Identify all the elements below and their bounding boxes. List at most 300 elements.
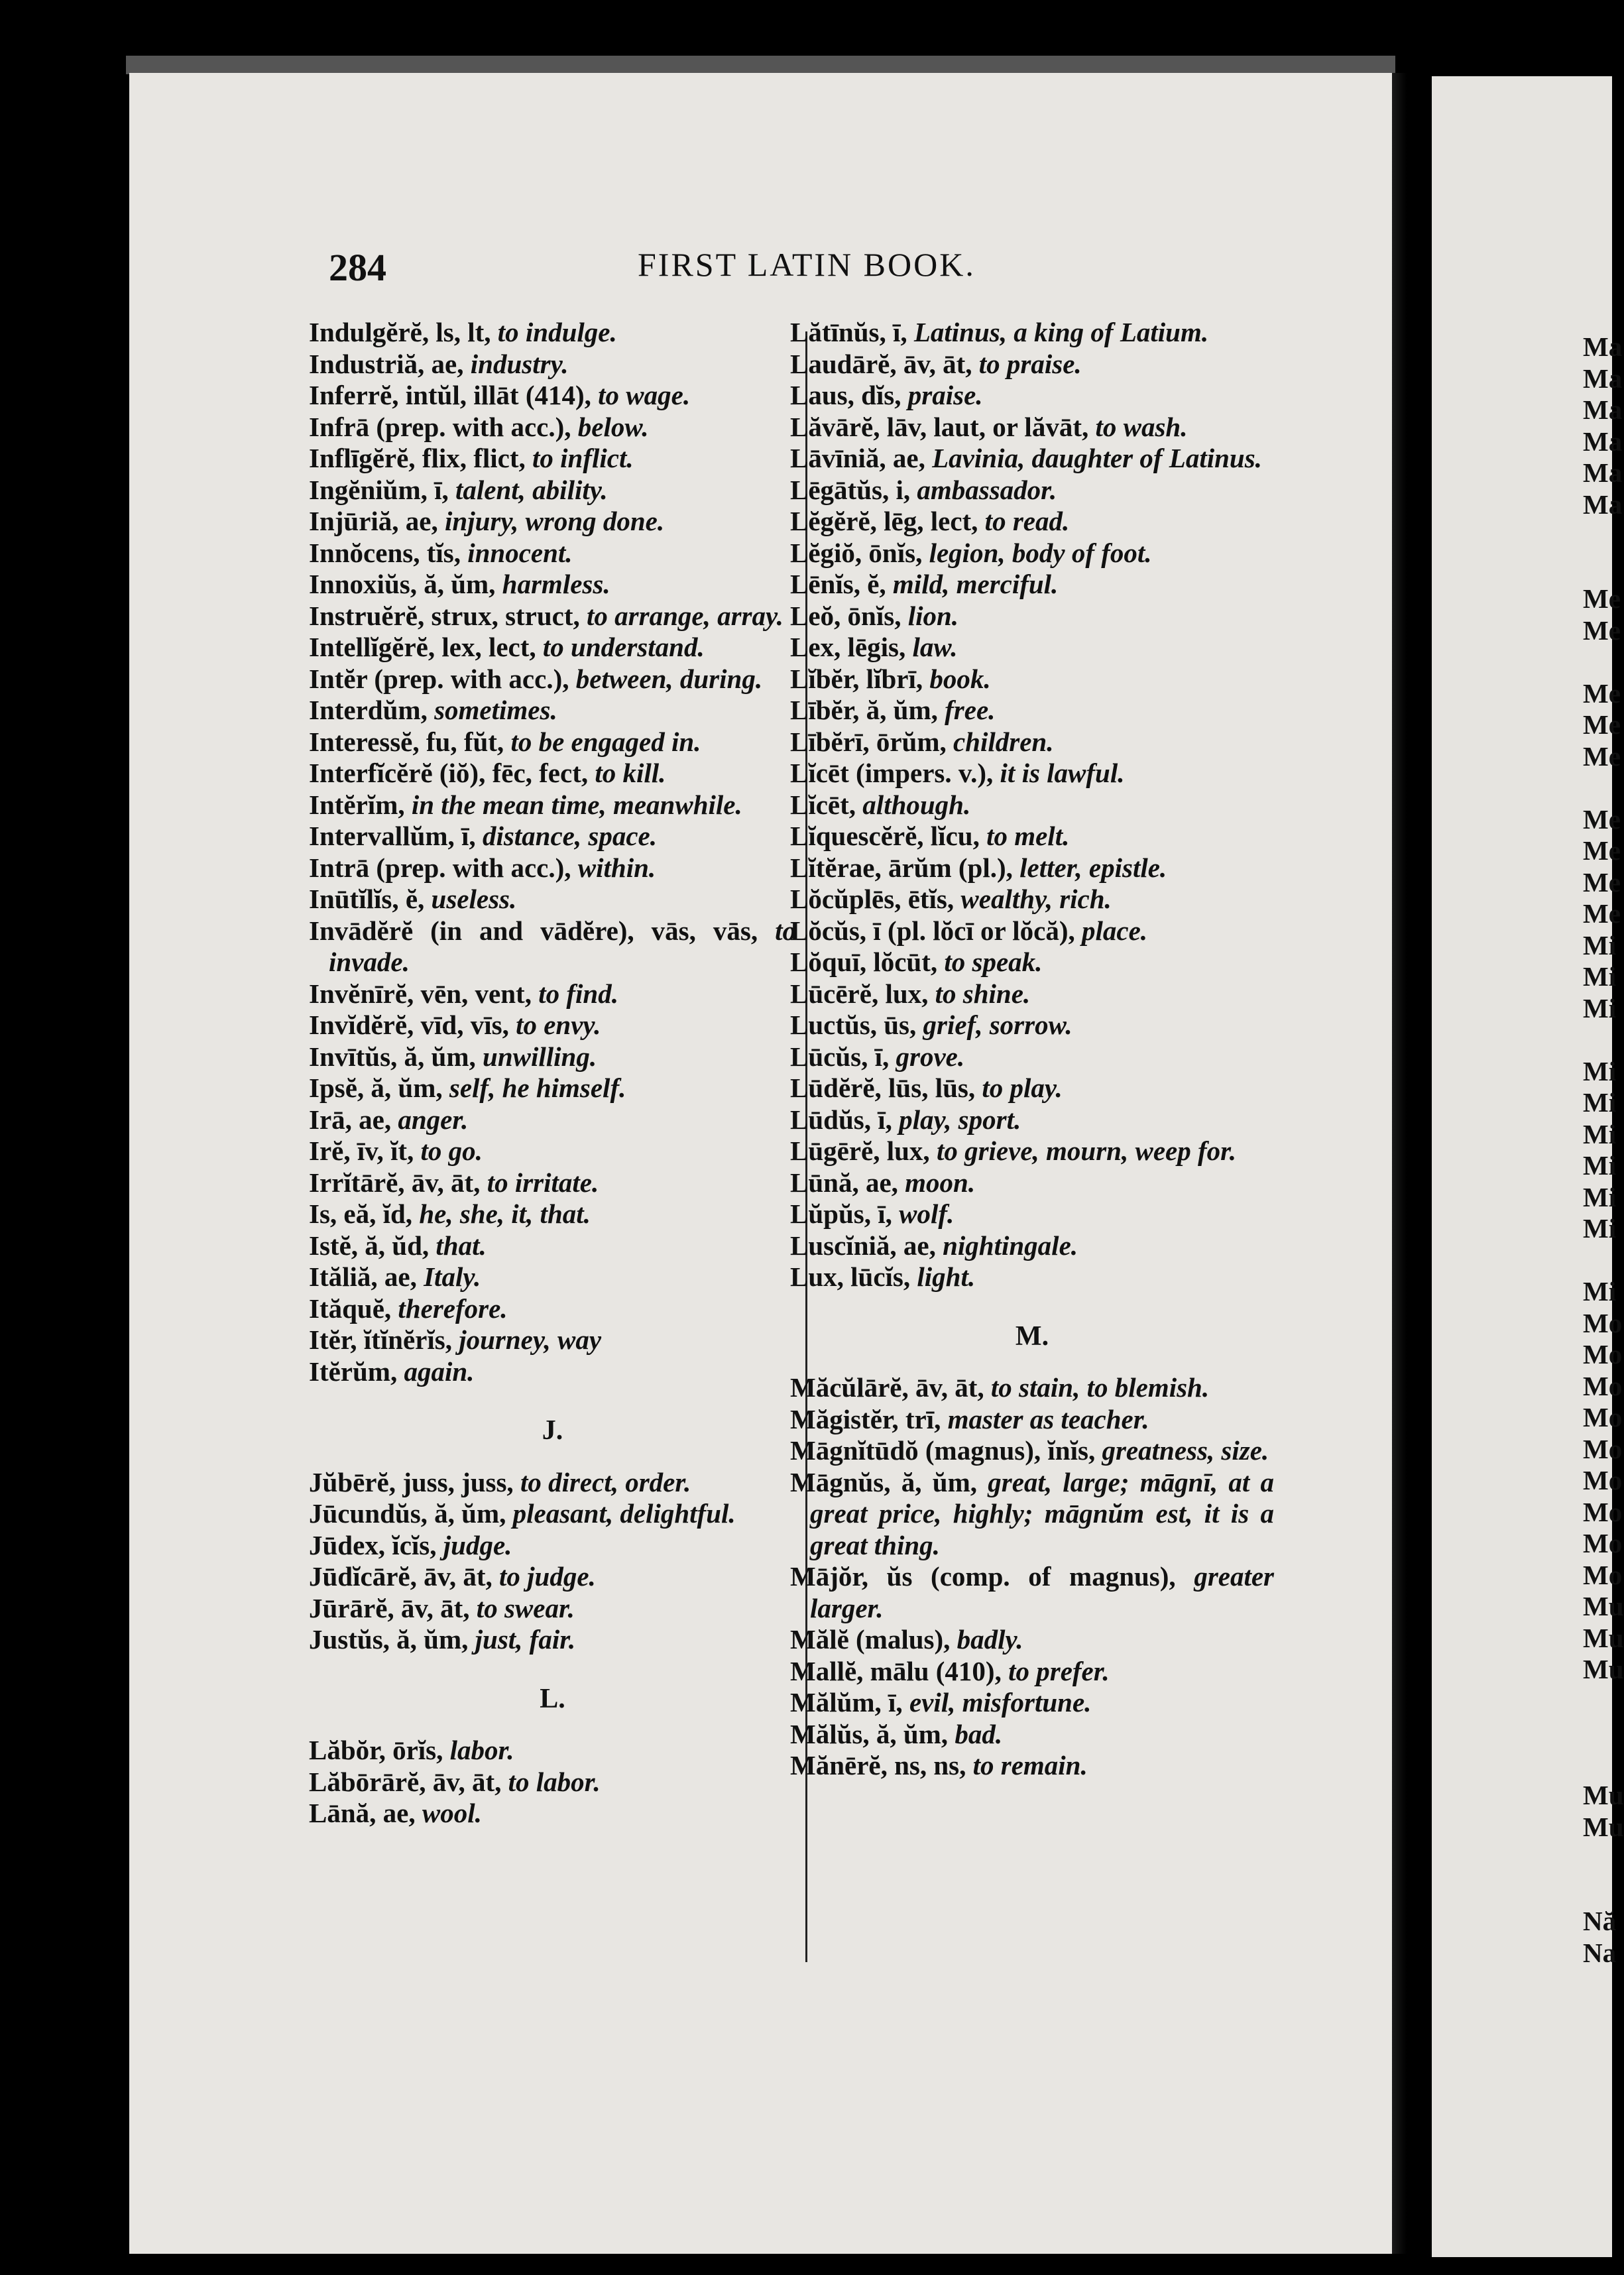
glossary-entry: [790, 1750, 1274, 1782]
headword: Laudārĕ, āv, āt,: [790, 348, 972, 379]
headword: Mălŭs, ă, ŭm,: [790, 1718, 949, 1749]
section-letter: L.: [540, 1683, 565, 1714]
glossary-entry: [309, 1073, 796, 1104]
definition: to shine.: [935, 978, 1031, 1009]
glossary-entry: [790, 1136, 1274, 1167]
next-page-fragment: [1583, 1686, 1624, 1718]
glossary-entry: [309, 1767, 796, 1798]
headword: Mājŏr, ŭs (comp. of magnus),: [790, 1561, 1176, 1592]
next-page-fragment: Mi: [1583, 961, 1617, 992]
headword: Lex, lēgis,: [790, 632, 906, 662]
headword: Jūdex, ĭcĭs,: [309, 1529, 437, 1560]
definition: to direct, order.: [520, 1466, 691, 1497]
next-page-fragment: Ma: [1583, 426, 1623, 457]
next-page-fragment: Me: [1583, 614, 1621, 646]
headword: Lĕgĕrĕ, lēg, lect,: [790, 506, 978, 536]
headword: Irrĭtārĕ, āv, āt,: [309, 1167, 481, 1198]
headword: Lux, lūcĭs,: [790, 1261, 911, 1292]
glossary-entry: [790, 1372, 1274, 1404]
next-page-fragment: Mo: [1583, 1528, 1623, 1558]
glossary-entry: [309, 317, 796, 349]
headword: Lăbŏr, ōrĭs,: [309, 1735, 443, 1765]
next-page-fragment: Na: [1583, 1937, 1617, 1968]
glossary-entry: [309, 1561, 796, 1593]
definition: to prefer.: [1008, 1655, 1110, 1686]
glossary-entry: [790, 821, 1274, 852]
headword: Jŭbērĕ, juss, juss,: [309, 1466, 514, 1497]
gutter-shadow: [1392, 73, 1407, 2254]
glossary-entry: [790, 569, 1274, 601]
definition: master as teacher.: [947, 1403, 1149, 1434]
next-page-fragment: Mi: [1583, 1150, 1617, 1181]
definition: to grieve, mourn, weep for.: [936, 1136, 1237, 1166]
glossary-entry: [790, 475, 1274, 506]
glossary-entry: [790, 1561, 1274, 1624]
glossary-entry: [790, 978, 1274, 1010]
headword: Lŏquī, lŏcūt,: [790, 947, 938, 977]
next-page-fragment: Mi: [1583, 1118, 1617, 1149]
definition: place.: [1081, 915, 1148, 946]
definition: to stain, to blemish.: [990, 1372, 1210, 1403]
glossary-entry: [309, 884, 796, 915]
definition: labor.: [449, 1735, 514, 1765]
glossary-entry: [309, 727, 796, 758]
glossary-column-right: [790, 317, 1274, 1782]
glossary-entry: [309, 789, 796, 821]
next-page-fragment: Me: [1583, 677, 1621, 709]
definition: to wash.: [1095, 411, 1188, 442]
definition: although.: [862, 789, 971, 820]
glossary-entry: [309, 1735, 796, 1767]
definition: again.: [404, 1356, 475, 1387]
definition: legion, body of foot.: [929, 537, 1152, 568]
definition: to praise.: [978, 348, 1082, 379]
headword: Jūrārĕ, āv, āt,: [309, 1592, 470, 1623]
definition: letter, epistle.: [1019, 852, 1167, 883]
glossary-entry: [309, 412, 796, 443]
definition: useless.: [431, 884, 517, 914]
headword: Inferrĕ, intŭl, illāt (414),: [309, 380, 591, 410]
definition: to swear.: [476, 1592, 575, 1623]
glossary-entry: [790, 947, 1274, 978]
headword: Ităliă, ae,: [309, 1261, 417, 1292]
definition: pleasant, delightful.: [512, 1498, 736, 1529]
headword: Lībĕrī, ōrŭm,: [790, 726, 947, 757]
definition: to labor.: [508, 1766, 601, 1797]
glossary-entry: [309, 601, 796, 632]
headword: Lūnă, ae,: [790, 1167, 898, 1198]
headword: Lĭcēt (impers. v.),: [790, 758, 994, 788]
headword: Interfĭcĕrĕ (iŏ), fēc, fect,: [309, 758, 589, 788]
definition: play, sport.: [899, 1104, 1021, 1135]
definition: to speak.: [944, 947, 1043, 977]
next-page-fragment: Mo: [1583, 1339, 1623, 1370]
next-page-fragment: Me: [1583, 866, 1621, 898]
glossary-entry: [790, 506, 1274, 538]
definition: to be engaged in.: [510, 726, 701, 757]
headword: Inflīgĕrĕ, flix, flict,: [309, 443, 526, 473]
next-page-fragment: Mo: [1583, 1433, 1623, 1464]
definition: mild, merciful.: [892, 569, 1059, 599]
glossary-entry: [790, 412, 1274, 443]
running-head: FIRST LATIN BOOK.: [638, 246, 976, 283]
headword: Lūgērĕ, lux,: [790, 1136, 930, 1166]
headword: Lĭtĕrae, ārŭm (pl.),: [790, 852, 1013, 883]
glossary-entry: [790, 695, 1274, 727]
next-page-fragment: [1583, 1024, 1624, 1056]
headword: Mălŭm, ī,: [790, 1687, 903, 1718]
headword: Ităquĕ,: [309, 1293, 392, 1324]
glossary-entry: [790, 789, 1274, 821]
glossary-entry: [790, 443, 1274, 475]
glossary-entry: [309, 1293, 796, 1325]
glossary-entry: [790, 1104, 1274, 1136]
definition: wolf.: [899, 1198, 955, 1229]
glossary-entry: [790, 1010, 1274, 1041]
next-page-fragment: Ma: [1583, 331, 1623, 362]
headword: Lāvīniă, ae,: [790, 443, 925, 473]
next-page-fragment: Me: [1583, 583, 1621, 614]
glossary-entry: [309, 852, 796, 884]
headword: Lūdĕrĕ, lūs, lūs,: [790, 1073, 976, 1103]
next-page-fragment: [1583, 1245, 1624, 1277]
next-page-fragment: [1583, 1749, 1624, 1780]
definition: evil, misfortune.: [909, 1687, 1092, 1718]
definition: unwilling.: [483, 1041, 597, 1072]
glossary-entry: [790, 380, 1274, 412]
headword: Irā, ae,: [309, 1104, 392, 1135]
definition: in the mean time, meanwhile.: [411, 789, 742, 820]
headword: Itĕrŭm,: [309, 1356, 398, 1387]
definition: industry.: [470, 348, 569, 379]
glossary-entry: [790, 1656, 1274, 1688]
glossary-entry: [309, 1136, 796, 1167]
glossary-entry: [790, 1198, 1274, 1230]
definition: journey, way: [459, 1324, 602, 1355]
definition: to irritate.: [487, 1167, 599, 1198]
headword: Lăbōrārĕ, āv, āt,: [309, 1766, 502, 1797]
definition: to understand.: [542, 632, 705, 662]
next-page-fragment: Mi: [1583, 992, 1617, 1023]
headword: Lĕgiŏ, ōnĭs,: [790, 537, 923, 568]
headword: Lĭquescĕrĕ, lĭcu,: [790, 821, 980, 851]
definition: badly.: [957, 1624, 1023, 1655]
headword: Intellĭgĕrĕ, lex, lect,: [309, 632, 536, 662]
glossary-entry: [309, 1010, 796, 1041]
glossary-entry: [309, 1324, 796, 1356]
headword: Invĭdĕrĕ, vīd, vīs,: [309, 1010, 509, 1040]
next-page-fragment: Mo: [1583, 1465, 1623, 1495]
glossary-entry: [309, 821, 796, 852]
glossary-entry: [790, 538, 1274, 569]
definition: harmless.: [502, 569, 610, 599]
headword: Lānă, ae,: [309, 1798, 416, 1828]
definition: to kill.: [595, 758, 666, 788]
headword: Lŏcŭplēs, ētĭs,: [790, 884, 955, 914]
glossary-entry: [790, 1041, 1274, 1073]
glossary-entry: [790, 632, 1274, 664]
definition: to play.: [982, 1073, 1063, 1103]
glossary-entry: [309, 1198, 796, 1230]
definition: to judge.: [498, 1561, 596, 1592]
headword: Irĕ, īv, ĭt,: [309, 1136, 414, 1166]
glossary-entry: [790, 884, 1274, 915]
next-page-fragment: Mu: [1583, 1654, 1624, 1684]
headword: Intĕr (prep. with acc.),: [309, 663, 569, 694]
next-page-fragment: [1583, 646, 1624, 678]
headword: Lūcērĕ, lux,: [790, 978, 929, 1009]
glossary-entry: [790, 1687, 1274, 1719]
glossary-entry: [790, 1467, 1274, 1562]
glossary-entry: [309, 1041, 796, 1073]
headword: Jūcundŭs, ă, ŭm,: [309, 1498, 506, 1529]
definition: children.: [953, 726, 1054, 757]
next-page-fragment: Mi: [1583, 1213, 1617, 1244]
headword: Intervallŭm, ī,: [309, 821, 476, 851]
headword: Māgnŭs, ă, ŭm,: [790, 1466, 977, 1497]
definition: law.: [912, 632, 958, 662]
glossary-entry: [309, 758, 796, 789]
glossary-entry: [309, 1104, 796, 1136]
definition: greater larger.: [810, 1561, 1275, 1623]
headword: Indulgĕrĕ, ls, lt,: [309, 317, 491, 347]
definition: to read.: [984, 506, 1070, 536]
headword: Mălĕ (malus),: [790, 1624, 951, 1655]
page-number: 284: [329, 246, 386, 289]
glossary-entry: [790, 1073, 1274, 1104]
definition: anger.: [398, 1104, 469, 1135]
next-page-fragment: Mi: [1583, 929, 1617, 961]
glossary-entry: [790, 1624, 1274, 1656]
glossary-entry: [790, 1167, 1274, 1199]
glossary-entry: [309, 664, 796, 695]
definition: sometimes.: [434, 695, 557, 725]
definition: he, she, it, that.: [419, 1198, 591, 1229]
glossary-entry: [790, 758, 1274, 789]
headword: Luscĭniă, ae,: [790, 1230, 936, 1261]
definition: to wage.: [598, 380, 691, 410]
headword: Măcŭlārĕ, āv, āt,: [790, 1372, 984, 1403]
glossary-entry: [309, 569, 796, 601]
headword: Laus, dĭs,: [790, 380, 901, 410]
headword: Lībĕr, ă, ŭm,: [790, 695, 938, 725]
next-page-fragment: [1583, 1843, 1624, 1875]
next-page-fragment: Me: [1583, 898, 1621, 929]
glossary-entry: [309, 1261, 796, 1293]
definition: grief, sorrow.: [923, 1010, 1073, 1040]
glossary-entry: [309, 506, 796, 538]
glossary-entry: [309, 1356, 796, 1388]
definition: to go.: [420, 1136, 483, 1166]
glossary-entry: [790, 1404, 1274, 1436]
next-page-fragment: Mo: [1583, 1370, 1623, 1401]
headword: Măgistĕr, trī,: [790, 1403, 941, 1434]
definition: wool.: [422, 1798, 482, 1828]
glossary-entry: [790, 1435, 1274, 1467]
definition: injury, wrong done.: [445, 506, 665, 536]
headword: Innŏcens, tĭs,: [309, 537, 461, 568]
headword: Interessĕ, fu, fŭt,: [309, 726, 504, 757]
glossary-entry: [790, 1719, 1274, 1751]
definition: book.: [929, 663, 991, 694]
glossary-column-left: [309, 317, 796, 1830]
glossary-entry: [309, 915, 796, 978]
headword: Lūdŭs, ī,: [790, 1104, 892, 1135]
glossary-entry: [790, 1230, 1274, 1262]
headword: Instruĕrĕ, strux, struct,: [309, 600, 580, 631]
definition: talent, ability.: [455, 474, 608, 505]
definition: moon.: [905, 1167, 976, 1198]
glossary-entry: [309, 1624, 796, 1656]
definition: to inflict.: [532, 443, 634, 473]
next-page-fragment: Mi: [1583, 1055, 1617, 1086]
headword: Lŭpŭs, ī,: [790, 1198, 892, 1229]
headword: Lăvārĕ, lāv, laut, or lăvāt,: [790, 411, 1089, 442]
glossary-entry: [309, 475, 796, 506]
section-letter: J.: [542, 1415, 563, 1446]
definition: it is lawful.: [1000, 758, 1125, 788]
definition: that.: [435, 1230, 487, 1261]
definition: bad.: [955, 1718, 1003, 1749]
headword: Ingĕniŭm, ī,: [309, 474, 449, 505]
headword: Ipsĕ, ă, ŭm,: [309, 1073, 443, 1103]
next-page-fragment: Mo: [1583, 1307, 1623, 1338]
glossary-entry: [309, 1798, 796, 1830]
glossary-entry: [309, 443, 796, 475]
next-page-fragment: Mu: [1583, 1811, 1624, 1842]
definition: to find.: [538, 978, 618, 1009]
next-page-fragment: Me: [1583, 709, 1621, 740]
definition: grove.: [896, 1041, 965, 1072]
glossary-entry: [790, 852, 1274, 884]
definition: Italy.: [424, 1261, 481, 1292]
definition: light.: [917, 1261, 976, 1292]
glossary-entry: [309, 1498, 796, 1530]
headword: Inūtĭlĭs, ĕ,: [309, 884, 425, 914]
glossary-entry: [309, 380, 796, 412]
glossary-entry: [790, 349, 1274, 380]
glossary-entry: [309, 1530, 796, 1562]
next-page-column: [1583, 331, 1624, 1969]
headword: Invītŭs, ă, ŭm,: [309, 1041, 476, 1072]
headword: Invĕnīrĕ, vēn, vent,: [309, 978, 532, 1009]
headword: Innoxiŭs, ă, ŭm,: [309, 569, 496, 599]
headword: Invādĕrĕ (in and vādĕre), vās, vās,: [309, 915, 758, 946]
definition: greatness, size.: [1102, 1435, 1269, 1466]
headword: Mănērĕ, ns, ns,: [790, 1750, 966, 1780]
definition: to remain.: [972, 1750, 1088, 1780]
glossary-entry: [790, 317, 1274, 349]
headword: Intĕrĭm,: [309, 789, 405, 820]
definition: nightingale.: [943, 1230, 1078, 1261]
next-page-fragment: [1583, 552, 1624, 584]
headword: Interdŭm,: [309, 695, 428, 725]
glossary-entry: [309, 1167, 796, 1199]
headword: Māgnĭtūdŏ (magnus), ĭnĭs,: [790, 1435, 1096, 1466]
headword: Lūcŭs, ī,: [790, 1041, 890, 1072]
definition: to envy.: [516, 1010, 601, 1040]
headword: Mallĕ, mālu (410),: [790, 1655, 1002, 1686]
next-page-fragment: Mo: [1583, 1402, 1623, 1432]
definition: Lavinia, daughter of Latinus.: [932, 443, 1262, 473]
page-top-edge: [126, 56, 1395, 74]
definition: below.: [577, 411, 649, 442]
next-page-edge: [1419, 76, 1432, 2257]
glossary-entry: [309, 632, 796, 664]
headword: Injūriă, ae,: [309, 506, 438, 536]
section-letter: M.: [1015, 1320, 1049, 1352]
next-page-fragment: [1583, 1717, 1624, 1749]
headword: Lĭbĕr, lĭbrī,: [790, 663, 923, 694]
next-page-fragment: [1583, 520, 1624, 552]
next-page-fragment: Mo: [1583, 1559, 1623, 1590]
definition: Latinus, a king of Latium.: [913, 317, 1209, 347]
definition: within.: [577, 852, 656, 883]
definition: judge.: [443, 1529, 512, 1560]
glossary-entry: [309, 1230, 796, 1262]
next-page-fragment: Mi: [1583, 1087, 1617, 1118]
headword: Leŏ, ōnĭs,: [790, 600, 901, 631]
headword: Luctŭs, ūs,: [790, 1010, 917, 1040]
next-page-fragment: Ma: [1583, 363, 1623, 394]
next-page-fragment: Ma: [1583, 489, 1623, 520]
headword: Intrā (prep. with acc.),: [309, 852, 571, 883]
glossary-entry: [790, 915, 1274, 947]
headword: Lĭcēt,: [790, 789, 856, 820]
definition: to arrange, array.: [587, 600, 783, 631]
glossary-entry: [309, 978, 796, 1010]
definition: to indulge.: [497, 317, 617, 347]
glossary-entry: [790, 727, 1274, 758]
next-page-fragment: Mi: [1583, 1181, 1617, 1212]
headword: Itĕr, ĭtĭnĕrĭs,: [309, 1324, 452, 1355]
headword: Jūdĭcārĕ, āv, āt,: [309, 1561, 493, 1592]
definition: distance, space.: [482, 821, 657, 851]
headword: Industriă, ae,: [309, 348, 464, 379]
headword: Istĕ, ă, ŭd,: [309, 1230, 430, 1261]
definition: innocent.: [467, 537, 573, 568]
definition: wealthy, rich.: [960, 884, 1112, 914]
glossary-entry: [309, 1467, 796, 1499]
definition: great, large; māgnī, at a great price, highly; māgnŭm est, it is a great thing.: [810, 1466, 1275, 1560]
headword: Lēnĭs, ĕ,: [790, 569, 886, 599]
headword: Is, eă, ĭd,: [309, 1198, 413, 1229]
definition: to melt.: [986, 821, 1070, 851]
glossary-entry: [309, 695, 796, 727]
definition: ambassador.: [917, 474, 1057, 505]
definition: praise.: [907, 380, 983, 410]
definition: free.: [945, 695, 996, 725]
headword: Lŏcŭs, ī (pl. lŏcī or lŏcă),: [790, 915, 1075, 946]
next-page-fragment: Ma: [1583, 457, 1623, 488]
headword: Justŭs, ă, ŭm,: [309, 1624, 469, 1655]
glossary-entry: [790, 1261, 1274, 1293]
next-page-fragment: Mi: [1583, 1276, 1617, 1307]
headword: Lătīnŭs, ī,: [790, 317, 907, 347]
next-page-fragment: Mu: [1583, 1622, 1624, 1653]
next-page-fragment: Mo: [1583, 1496, 1623, 1527]
glossary-entry: [309, 349, 796, 380]
definition: lion.: [907, 600, 959, 631]
headword: Lēgātŭs, i,: [790, 474, 911, 505]
next-page-fragment: Me: [1583, 803, 1621, 835]
definition: therefore.: [398, 1293, 508, 1324]
definition: self, he himself.: [449, 1073, 626, 1103]
next-page-fragment: [1583, 1875, 1624, 1906]
glossary-entry: [790, 664, 1274, 695]
glossary-entry: [309, 538, 796, 569]
next-page-fragment: Mu: [1583, 1780, 1624, 1810]
